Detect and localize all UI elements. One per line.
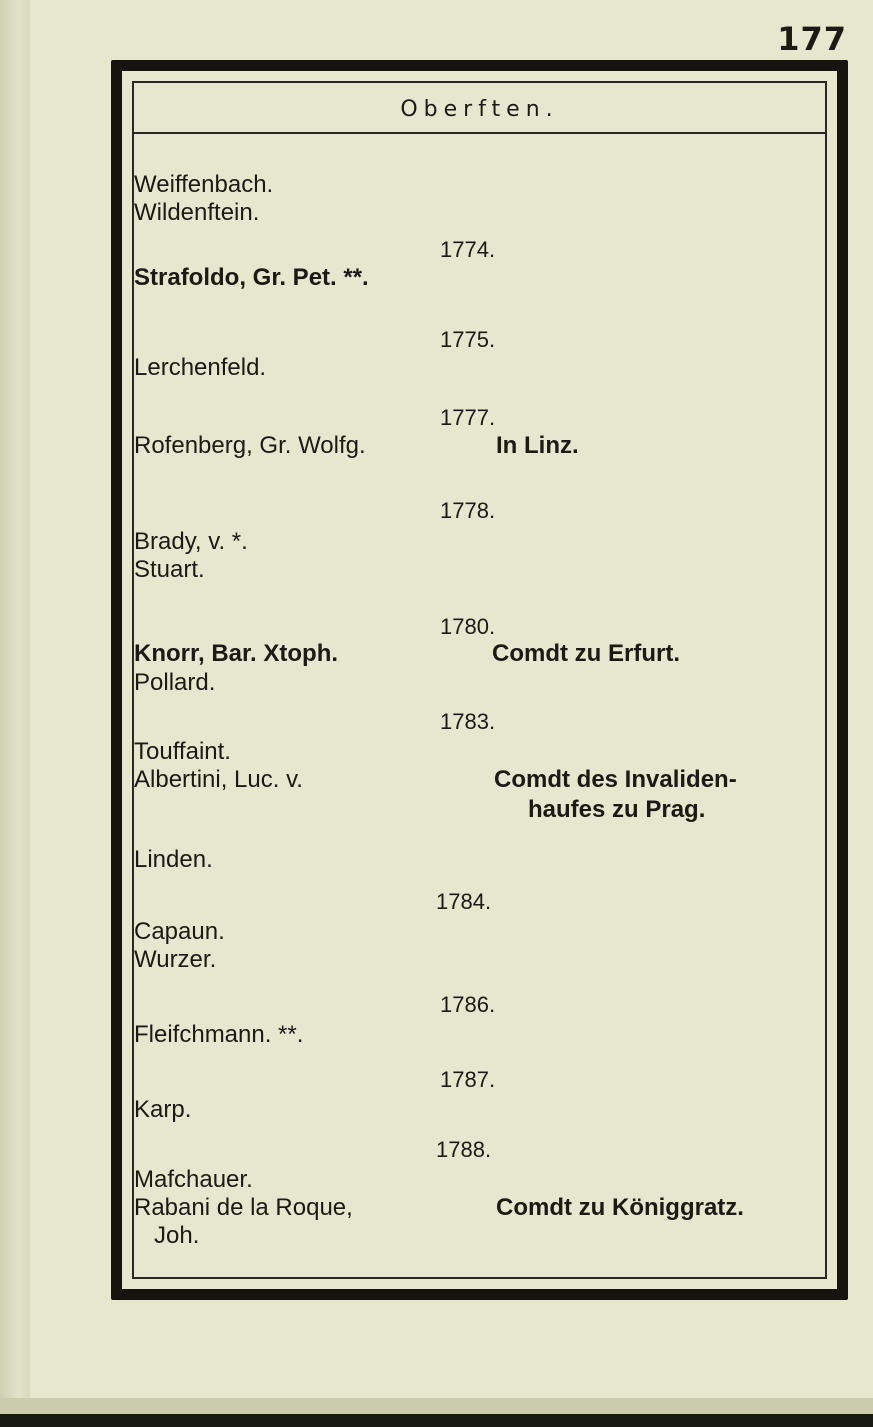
officer-name: Wurzer. [134, 946, 217, 973]
page-number: 177 [777, 20, 847, 58]
year-heading: 1783. [440, 709, 496, 734]
section-heading: Oberften. [400, 97, 559, 122]
officer-name: Wildenftein. [134, 199, 260, 226]
officer-name: Weiffenbach. [134, 171, 274, 198]
officer-post: Comdt zu Erfurt. [492, 640, 680, 667]
officer-name: Rofenberg, Gr. Wolfg. [134, 432, 366, 459]
year-heading: 1774. [440, 237, 496, 262]
book-spine-edge [0, 0, 30, 1427]
table-inner-border [132, 81, 827, 1279]
officer-post: In Linz. [496, 432, 579, 459]
year-heading: 1780. [440, 614, 496, 639]
year-heading: 1775. [440, 327, 496, 352]
officer-name: Fleifchmann. **. [134, 1021, 304, 1048]
officer-name: Linden. [134, 846, 213, 873]
officer-name: Rabani de la Roque, [134, 1194, 353, 1221]
officer-name: Lerchenfeld. [134, 354, 267, 381]
officer-name: Karp. [134, 1096, 192, 1123]
officer-name-continued: Joh. [154, 1222, 200, 1249]
officer-name: Capaun. [134, 918, 225, 945]
officer-name: Mafchauer. [134, 1166, 253, 1193]
year-heading: 1778. [440, 498, 496, 523]
year-heading: 1787. [440, 1067, 496, 1092]
year-heading: 1786. [440, 992, 496, 1017]
officer-name: Pollard. [134, 669, 216, 696]
page-bottom-shadow [0, 1414, 873, 1427]
officer-name: Touffaint. [134, 738, 231, 765]
officer-post-continued: haufes zu Prag. [528, 796, 706, 823]
table-frame [111, 60, 848, 1300]
officer-post: Comdt zu Königgratz. [496, 1194, 744, 1221]
officer-name: Strafoldo, Gr. Pet. **. [134, 264, 369, 291]
officer-name: Stuart. [134, 556, 205, 583]
officer-name: Brady, v. *. [134, 528, 248, 555]
year-heading: 1788. [436, 1137, 492, 1162]
year-heading: 1784. [436, 889, 492, 914]
officer-post: Comdt des Invaliden- [494, 766, 737, 793]
officer-name: Knorr, Bar. Xtoph. [134, 640, 339, 667]
year-heading: 1777. [440, 405, 496, 430]
entries [134, 83, 825, 1277]
officer-name: Albertini, Luc. v. [134, 766, 303, 793]
